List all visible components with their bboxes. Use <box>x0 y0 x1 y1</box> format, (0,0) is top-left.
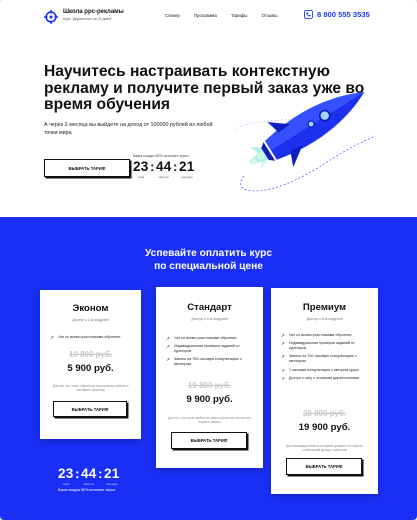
countdown-seconds: 21 <box>178 159 195 174</box>
plan-feature: ↗ Чат со всеми участниками обучения <box>166 336 237 341</box>
main-nav <box>165 13 278 18</box>
pricing-title-line-2: по специальной цене <box>154 260 263 272</box>
countdown-hours-label: часа <box>62 481 70 486</box>
countdown-timer <box>133 160 213 179</box>
plan-feature: ↗ Запись на 700-часовую консультацию с ментором <box>166 357 242 367</box>
arrow-up-right-icon: ↗ <box>166 357 170 363</box>
plan-features <box>281 333 368 384</box>
plan-feature: ↗ Индивидуальная проверка заданий от кураторов <box>166 344 240 354</box>
plan-access: Доступ к 6-м модулей <box>306 317 343 321</box>
nav-item-program[interactable]: Программа <box>193 13 217 18</box>
arrow-up-right-icon: ↗ <box>281 375 285 381</box>
hero-subtitle: А через 2 месяца вы выйдете на доход от 100000 рублей из любой точки мира <box>44 122 213 137</box>
countdown-separator: : <box>98 466 103 481</box>
rocket-illustration <box>226 72 386 198</box>
plan-access: Доступ к 4-м модулей <box>191 317 228 321</box>
countdown-minutes-label: минуты <box>158 174 169 179</box>
countdown-seconds: 21 <box>103 466 120 481</box>
countdown-hours: 23 <box>133 159 149 174</box>
plan-access: Доступ к 2-м модулей <box>72 318 109 322</box>
countdown-minutes: 44 <box>80 466 97 481</box>
countdown-seconds-label: секунды <box>105 481 118 486</box>
plan-card-premium <box>271 288 378 494</box>
plan-feature: ↗ Запись на 700-часовую консультацию с ментором <box>281 354 357 364</box>
hero-countdown <box>133 154 213 179</box>
plan-price: 5 900 руб. <box>67 363 114 374</box>
plan-feature: ↗ Доступ к чату с готовыми директологами <box>281 375 359 381</box>
countdown-hours: 23 <box>58 466 74 481</box>
plan-old-price: 10 800 руб. <box>68 350 113 359</box>
arrow-up-right-icon: ↗ <box>50 335 54 340</box>
plan-features <box>50 335 131 343</box>
phone-icon <box>304 10 313 19</box>
countdown-separator: : <box>75 466 80 481</box>
nav-item-reviews[interactable]: Отзывы <box>261 13 278 18</box>
site-header <box>30 8 390 26</box>
arrow-up-right-icon: ↗ <box>281 354 285 360</box>
plan-name: Стандарт <box>187 302 232 313</box>
pricing-title-line-1: Успевайте оплатить курс <box>144 248 273 259</box>
target-logo-icon[interactable] <box>44 10 58 24</box>
countdown-separator: : <box>173 159 178 174</box>
phone-link[interactable] <box>304 10 370 19</box>
arrow-up-right-icon: ↗ <box>281 367 285 373</box>
plan-features <box>166 336 253 371</box>
plan-note: Для желающих выйти на новый уровень и получить стабильный доход с клиентов <box>286 444 363 453</box>
plan-note: Для тех, кто хочет выйти на запуск проектов и получить первые заказы <box>168 416 251 425</box>
nav-item-speaker[interactable]: Спикер <box>165 13 180 18</box>
arrow-up-right-icon: ↗ <box>166 344 170 350</box>
countdown-caption: Ваша скидка 50% истекает через <box>133 154 189 158</box>
arrow-up-right-icon: ↗ <box>281 341 285 347</box>
countdown-seconds-label: секунды <box>180 174 193 179</box>
plan-price: 9 900 руб. <box>186 394 233 405</box>
hero-title: Научитесь настраивать контекстную рекламу и получите первый заказ уже во время обучения <box>44 63 365 113</box>
plan-old-price: 38 800 руб. <box>302 409 347 418</box>
plan-card-econom <box>40 290 141 439</box>
countdown-caption: Ваша скидка 50% истекает через <box>58 488 116 492</box>
plan-feature: ↗ Чат со всеми участниками обучения <box>50 335 121 340</box>
plan-name: Премиум <box>302 302 347 313</box>
countdown-minutes: 44 <box>155 159 172 174</box>
countdown-hours-label: часа <box>137 174 145 179</box>
plan-feature: ↗ 1 часовая консультация с автором курса <box>281 367 359 373</box>
plan-card-standard <box>156 287 263 468</box>
plan-note: Для тех, кто хочет обучиться на реальных кейсах и поставить практику <box>52 384 129 393</box>
arrow-up-right-icon: ↗ <box>281 333 285 338</box>
plan-feature: ↗ Чат со всеми участниками обучения <box>281 333 352 338</box>
plan-name: Эконом <box>72 303 109 314</box>
choose-tariff-button[interactable]: ВЫБРАТЬ ТАРИФ <box>286 458 362 475</box>
choose-tariff-button[interactable]: ВЫБРАТЬ ТАРИФ <box>171 432 247 449</box>
nav-item-tariffs[interactable]: Тарифы <box>230 13 248 18</box>
plan-old-price: 19 800 руб. <box>187 381 232 390</box>
pricing-title <box>0 248 417 273</box>
hero-choose-tariff-button[interactable]: ВЫБРАТЬ ТАРИФ <box>44 159 130 177</box>
choose-tariff-button[interactable]: ВЫБРАТЬ ТАРИФ <box>53 401 127 417</box>
logo-subtitle: Курс "Директолог за 30 дней" <box>63 17 112 21</box>
pricing-countdown <box>58 465 138 486</box>
countdown-timer <box>58 467 138 486</box>
logo-title[interactable]: Школа ppc-рекламы <box>63 9 124 15</box>
plan-price: 19 900 руб. <box>298 422 351 433</box>
phone-number[interactable]: 8 800 555 3535 <box>317 10 370 19</box>
countdown-minutes-label: минуты <box>83 481 94 486</box>
plan-feature: ↗ Индивидуальная проверка заданий от кураторов <box>281 341 355 351</box>
countdown-separator: : <box>150 159 155 174</box>
arrow-up-right-icon: ↗ <box>166 336 170 341</box>
